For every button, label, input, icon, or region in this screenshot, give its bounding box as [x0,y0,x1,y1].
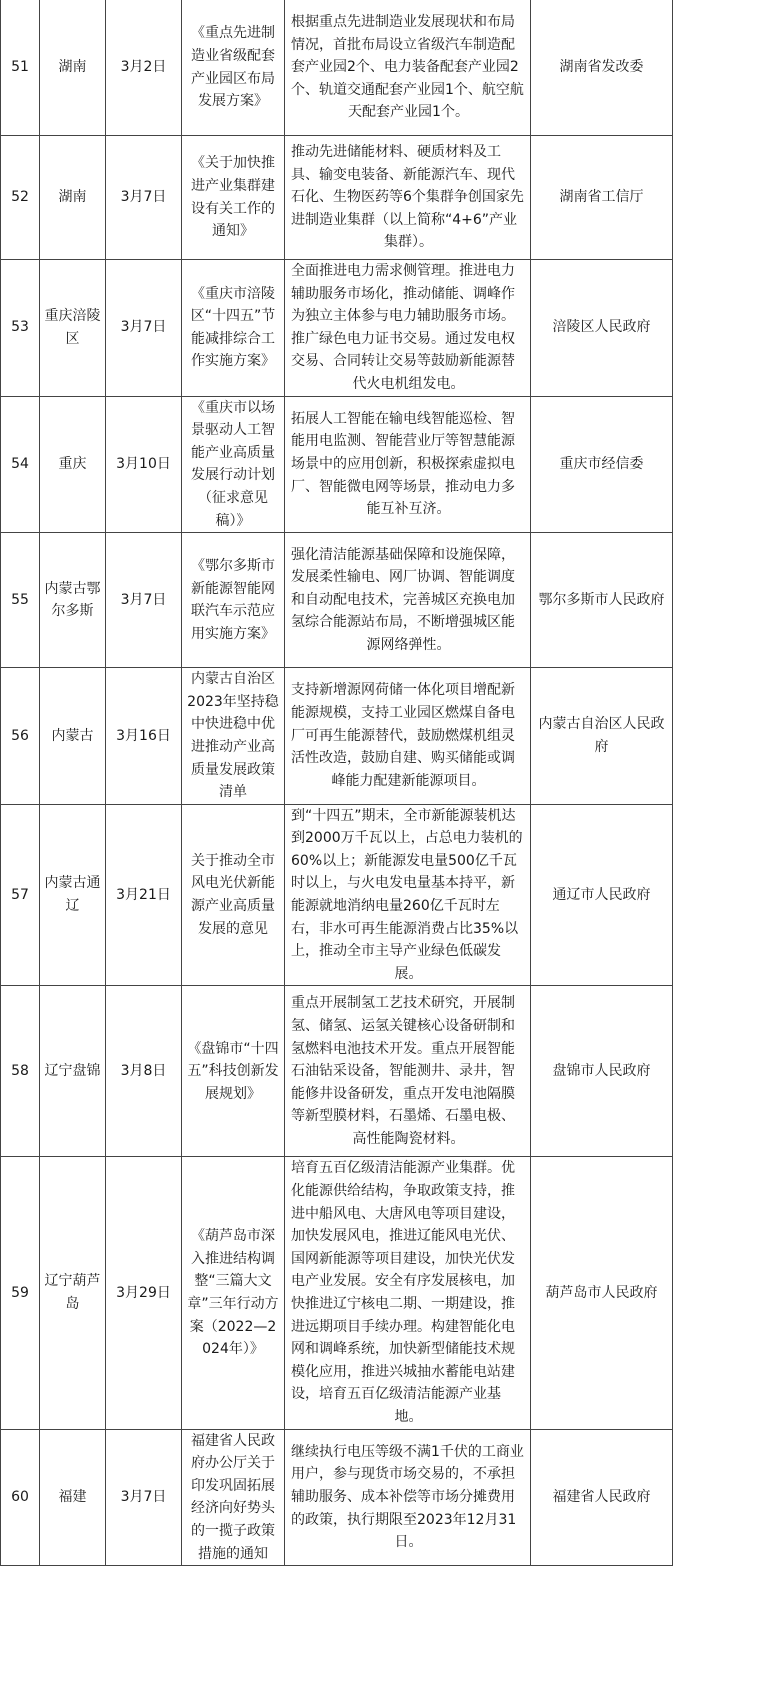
table-row [1,1429,673,1566]
policy-content: 拓展人工智能在输电线智能巡检、智能用电监测、智能营业厅等智慧能源场景中的应用创新，积极探索虚拟电厂、智能微电网等场景，推动电力多能互补互济。 [291,410,515,518]
policy-title-cell [182,986,285,1157]
region: 辽宁葫芦岛 [44,1273,101,1312]
date-cell [106,533,182,668]
date: 3月21日 [116,886,171,903]
date-cell [106,0,182,136]
date-cell [106,1429,182,1566]
issuing-org: 盘锦市人民政府 [552,1063,651,1080]
date-cell [106,396,182,533]
region: 福建 [58,1489,87,1506]
date: 3月7日 [120,591,167,608]
region: 内蒙古通辽 [44,875,101,915]
policy-content-cell [285,804,531,986]
row-number: 54 [11,456,29,473]
region-cell [40,396,106,533]
issuing-org-cell [531,986,673,1157]
policy-content: 培育五百亿级清洁能源产业集群。优化能源供给结构，争取政策支持，推进中船风电、大唐风电等项目建设，加快发展风电，推进辽能风电光伏、国网新能源等项目建设，加快光伏发电产业发展。安全有序发展核电，加快推进辽宁核电二期、一期建设，推进远期项目手续办理。构建智能化电网和调峰系统，加快新型储能技术规模化应用，推进兴城抽水蓄能电站建设，培育五百亿级清洁能源产业基地。 [291,1160,515,1425]
issuing-org-cell [531,136,673,260]
policy-content-cell [285,396,531,533]
table-row [1,260,673,397]
issuing-org-cell [531,668,673,805]
policy-title: 福建省人民政府办公厅关于印发巩固拓展经济向好势头的一揽子政策措施的通知 [191,1432,275,1562]
table-row [1,804,673,986]
issuing-org-cell [531,804,673,986]
table-row [1,136,673,260]
policy-title: 关于推动全市风电光伏新能源产业高质量发展的意见 [191,852,275,937]
date: 3月10日 [116,456,171,473]
date-cell [106,136,182,260]
region-cell [40,1157,106,1429]
policy-content-cell [285,260,531,397]
region-cell [40,1429,106,1566]
policy-title-cell [182,1157,285,1429]
row-number: 51 [11,59,29,76]
region: 辽宁盘锦 [44,1063,101,1080]
row-number: 55 [11,591,29,608]
table-row [1,668,673,805]
policy-title-cell [182,260,285,397]
policy-content-cell [285,533,531,668]
policy-title: 《重庆市以场景驱动人工智能产业高质量发展行动计划（征求意见稿）》 [191,399,275,529]
issuing-org: 湖南省工信厅 [559,189,644,206]
policy-content-cell [285,668,531,805]
date: 3月7日 [120,189,167,206]
row-number-cell [1,1429,40,1566]
issuing-org: 通辽市人民政府 [552,886,651,903]
policy-content-cell [285,0,531,136]
row-number: 52 [11,189,29,206]
policy-title-cell [182,668,285,805]
region: 内蒙古 [51,727,94,744]
date: 3月7日 [120,1489,167,1506]
region-cell [40,986,106,1157]
policy-content-cell [285,1429,531,1566]
policy-title-cell [182,804,285,986]
issuing-org-cell [531,533,673,668]
policy-title: 《关于加快推进产业集群建设有关工作的通知》 [191,155,275,240]
date: 3月7日 [120,319,167,336]
date-cell [106,986,182,1157]
row-number-cell [1,533,40,668]
policy-title: 《葫芦岛市深入推进结构调整“三篇大文章”三年行动方案（2022—2024年）》 [187,1228,279,1358]
region-cell [40,533,106,668]
row-number-cell [1,0,40,136]
region: 重庆涪陵区 [44,308,101,347]
issuing-org: 湖南省发改委 [559,59,644,76]
policy-title: 内蒙古自治区2023年坚持稳中快进稳中优进推动产业高质量发展政策清单 [187,671,279,801]
row-number: 58 [11,1063,29,1080]
date-cell [106,668,182,805]
issuing-org: 葫芦岛市人民政府 [545,1284,658,1301]
policy-content: 继续执行电压等级不满1千伏的工商业用户，参与现货市场交易的，不承担辅助服务、成本补偿等市场分摊费用的政策，执行期限至2023年12月31日。 [291,1443,524,1551]
issuing-org: 涪陵区人民政府 [552,319,651,336]
policy-content: 根据重点先进制造业发展现状和布局情况，首批布局设立省级汽车制造配套产业园2个、电力装备配套产业园2个、轨道交通配套产业园1个、航空航天配套产业园1个。 [291,14,524,121]
row-number-cell [1,136,40,260]
issuing-org: 鄂尔多斯市人民政府 [538,591,665,608]
row-number: 57 [11,886,29,903]
issuing-org-cell [531,1157,673,1429]
table-row [1,986,673,1157]
date: 3月29日 [116,1284,171,1301]
row-number: 60 [11,1489,29,1506]
policy-title-cell [182,0,285,136]
row-number: 53 [11,319,29,336]
region: 重庆 [58,456,87,473]
issuing-org: 内蒙古自治区人民政府 [538,716,665,755]
policy-title-cell [182,1429,285,1566]
issuing-org-cell [531,396,673,533]
policy-title: 《盘锦市“十四五”科技创新发展规划》 [187,1040,279,1102]
table-row [1,1157,673,1429]
date: 3月16日 [116,727,171,744]
region-cell [40,260,106,397]
issuing-org-cell [531,260,673,397]
policy-title: 《鄂尔多斯市新能源智能网联汽车示范应用实施方案》 [191,557,275,642]
policy-content-cell [285,136,531,260]
policy-content: 强化清洁能源基础保障和设施保障，发展柔性输电、网厂协调、智能调度和自动配电技术，完善城区充换电加氢综合能源站布局，不断增强城区能源网络弹性。 [291,546,515,654]
date: 3月8日 [120,1063,167,1080]
row-number-cell [1,804,40,986]
region: 内蒙古鄂尔多斯 [44,580,101,620]
policy-content: 推动先进储能材料、硬质材料及工具、输变电装备、新能源汽车、现代石化、生物医药等6个集群争创国家先进制造业集群（以上简称“4+6”产业集群）。 [291,144,524,251]
region: 湖南 [58,189,87,206]
date-cell [106,804,182,986]
table-row [1,396,673,533]
region-cell [40,668,106,805]
region-cell [40,804,106,986]
policy-content: 到“十四五”期末，全市新能源装机达到2000万千瓦以上，占总电力装机的60%以上；新能源发电量500亿千瓦时以上，与火电发电量基本持平，新能源就地消纳电量260亿千瓦时左右，非水可再生能源消费占比35%以上，推动全市主导产业绿色低碳发展。 [291,807,523,982]
table-row [1,0,673,136]
issuing-org-cell [531,0,673,136]
table-row [1,533,673,668]
region: 湖南 [58,59,87,76]
row-number-cell [1,260,40,397]
row-number-cell [1,396,40,533]
region-cell [40,0,106,136]
policy-title-cell [182,396,285,533]
row-number-cell [1,668,40,805]
issuing-org-cell [531,1429,673,1566]
date-cell [106,1157,182,1429]
policy-content: 重点开展制氢工艺技术研究，开展制氢、储氢、运氢关键核心设备研制和氢燃料电池技术开发。重点开展智能石油钻采设备，智能测井、录井，智能修井设备研发，重点开发电池隔膜等新型膜材料，石墨烯、石墨电极、高性能陶瓷材料。 [291,995,515,1147]
policy-title: 《重庆市涪陵区“十四五”节能减排综合工作实施方案》 [190,285,276,370]
policy-content-cell [285,986,531,1157]
issuing-org: 福建省人民政府 [552,1489,651,1506]
date-cell [106,260,182,397]
date: 3月2日 [120,59,167,76]
issuing-org: 重庆市经信委 [559,456,644,473]
policy-title-cell [182,136,285,260]
region-cell [40,136,106,260]
row-number-cell [1,1157,40,1429]
row-number-cell [1,986,40,1157]
policy-title: 《重点先进制造业省级配套产业园区布局发展方案》 [191,25,275,110]
policy-content: 全面推进电力需求侧管理。推进电力辅助服务市场化，推动储能、调峰作为独立主体参与电力辅助服务市场。推广绿色电力证书交易。通过发电权交易、合同转让交易等鼓励新能源替代火电机组发电。 [291,263,515,392]
policy-content-cell [285,1157,531,1429]
policy-content: 支持新增源网荷储一体化项目增配新能源规模，支持工业园区燃煤自备电厂可再生能源替代，鼓励燃煤机组灵活性改造，鼓励自建、购买储能或调峰能力配建新能源项目。 [291,682,515,789]
row-number: 59 [11,1284,29,1301]
row-number: 56 [11,727,29,744]
policy-title-cell [182,533,285,668]
